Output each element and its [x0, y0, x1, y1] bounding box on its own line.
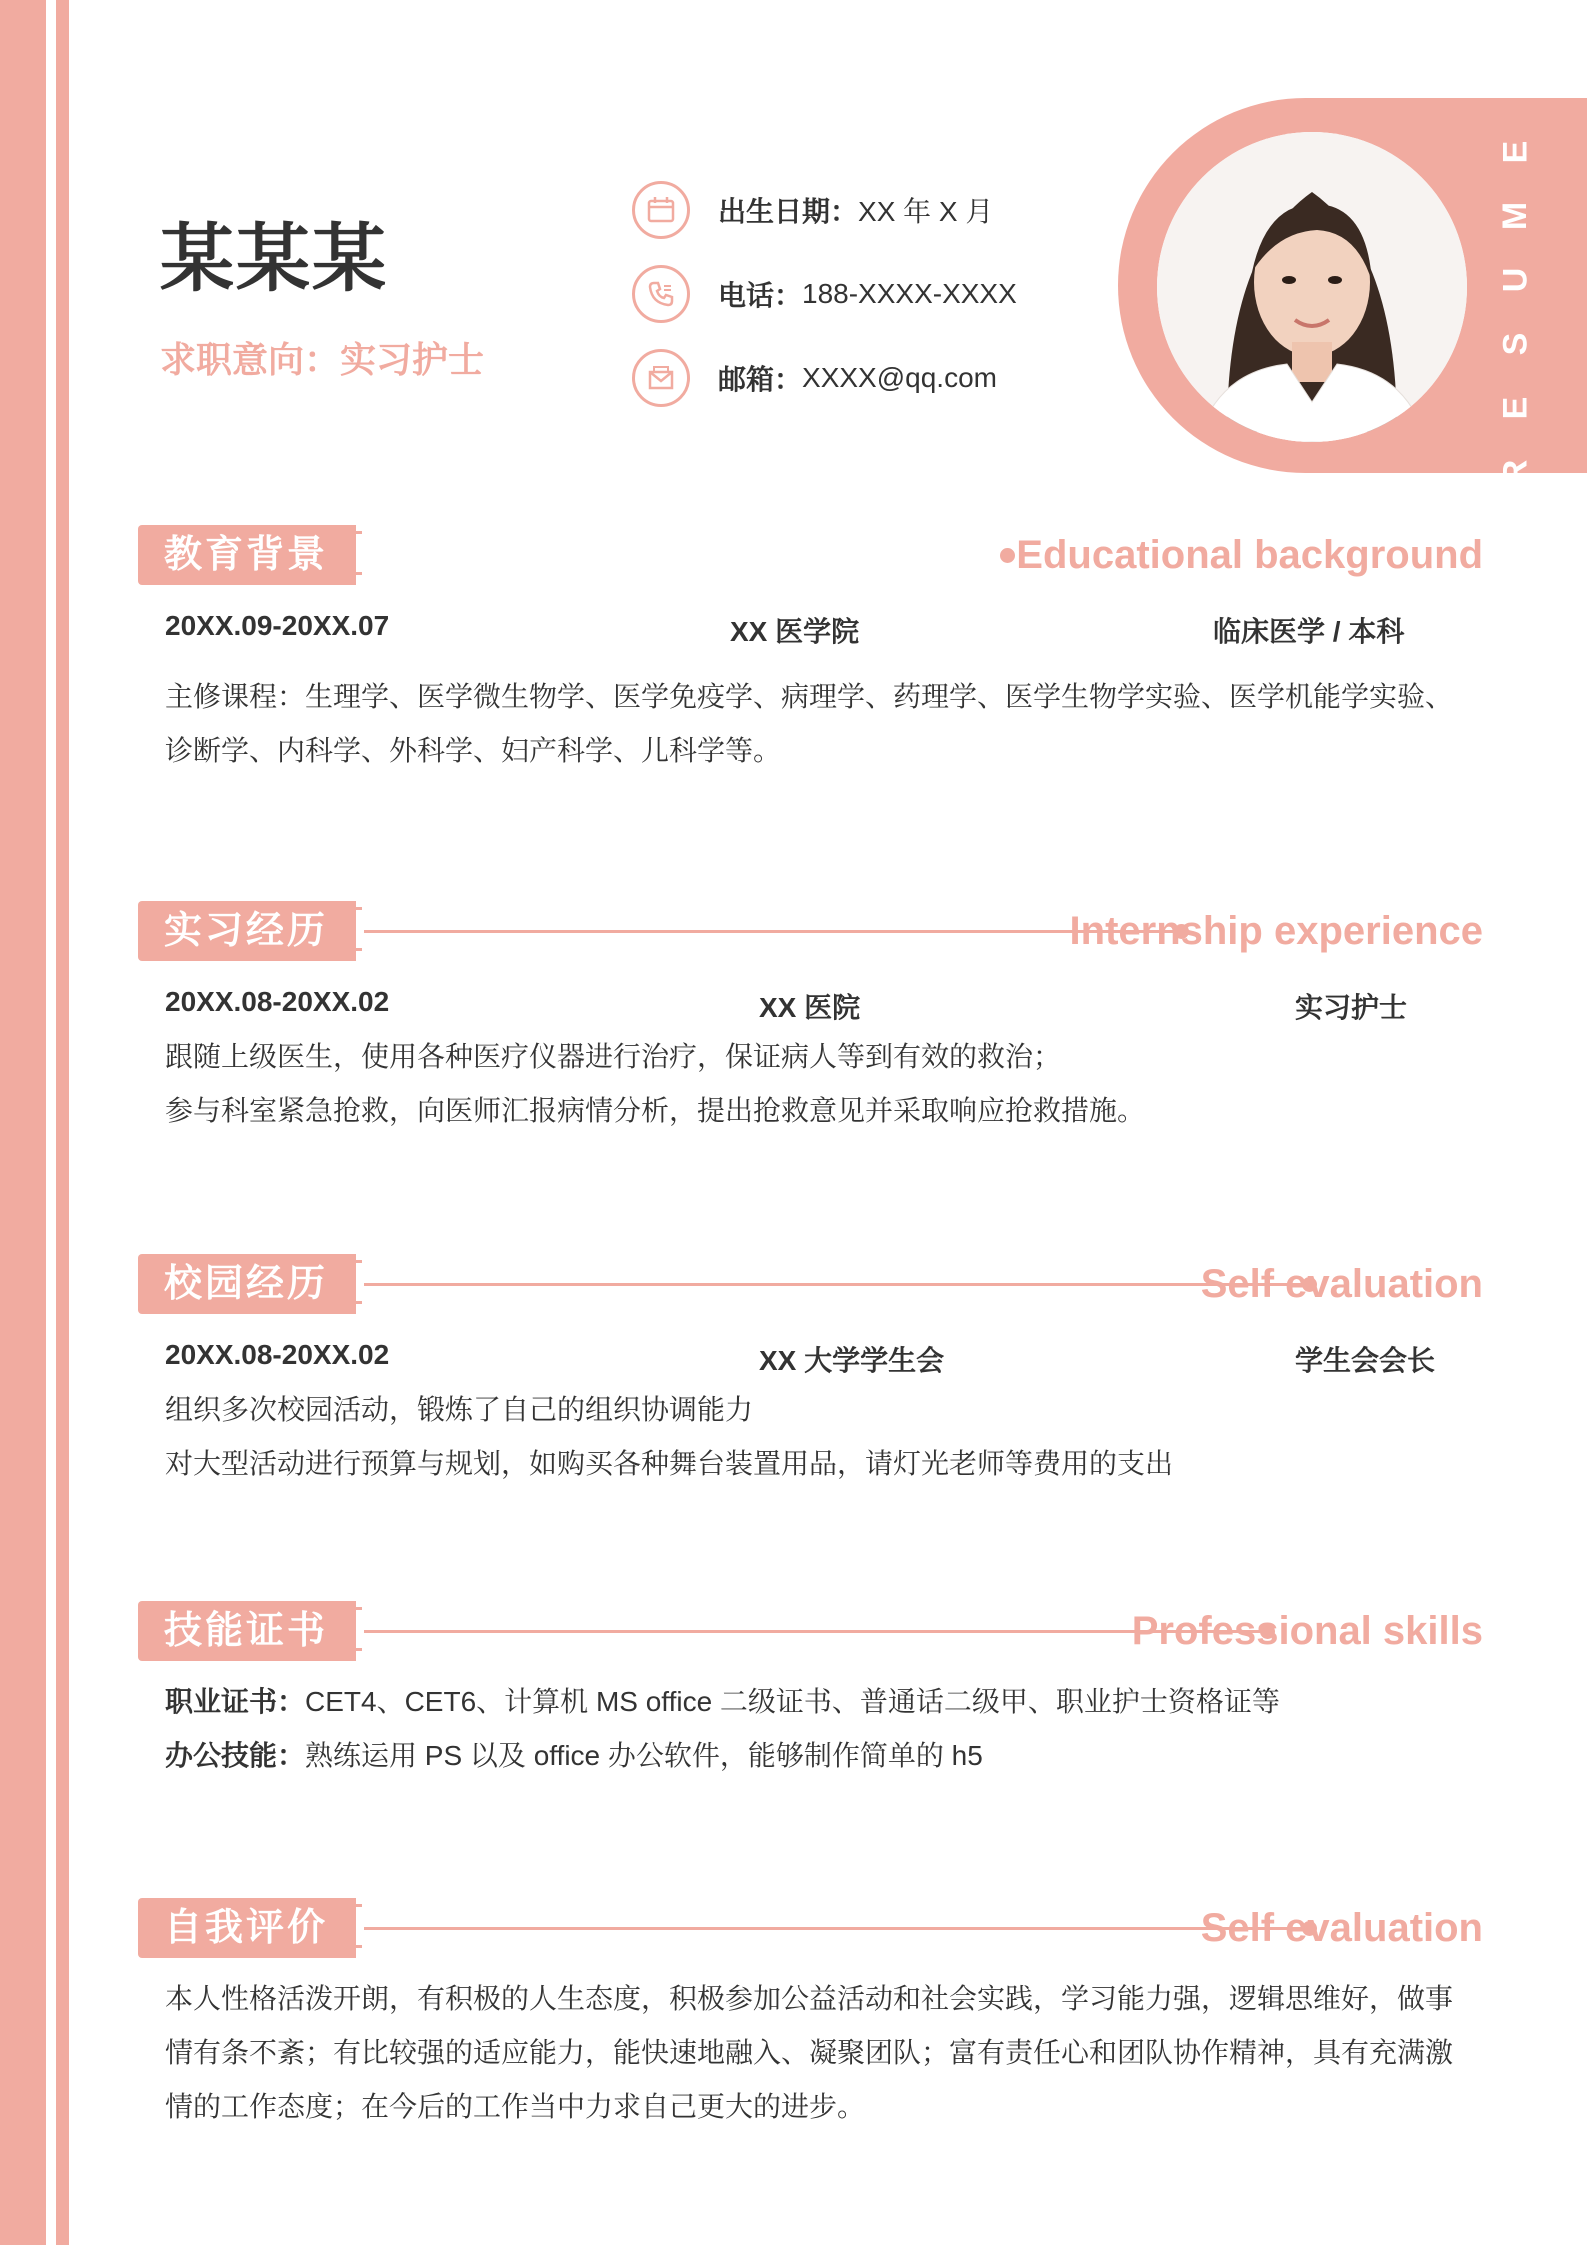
resume-letter: E: [1496, 396, 1534, 420]
contact-label: 电话：: [718, 280, 803, 311]
education-school: XX 医学院: [730, 616, 860, 647]
resume-letter: S: [1496, 332, 1534, 356]
section-header-campus: [138, 1254, 1483, 1314]
section-en-title: Internship experience: [1069, 909, 1483, 953]
education-courses: [165, 670, 1485, 778]
section-en-title: Educational background: [1016, 533, 1483, 577]
left-accent-stripe: [56, 0, 69, 2245]
contact-label: 邮箱：: [718, 364, 803, 395]
skill-label: 办公技能：: [165, 1740, 306, 1771]
section-header-internship: [138, 901, 1483, 961]
profile-photo: [1157, 132, 1467, 442]
contact-email: [632, 346, 997, 410]
section-line: [364, 1283, 1308, 1286]
section-line: [364, 1927, 1308, 1930]
education-date: 20XX.09-20XX.07: [165, 610, 390, 641]
tab-bracket: [352, 531, 362, 575]
tab-bracket: [342, 901, 348, 961]
resume-letter: U: [1496, 267, 1534, 293]
resume-letter: R: [1496, 459, 1534, 485]
section-header-education: [138, 525, 1483, 585]
campus-role: 学生会会长: [1295, 1345, 1436, 1376]
resume-letter: M: [1495, 201, 1534, 231]
resume-letter: E: [1496, 140, 1534, 164]
tab-bracket: [352, 1260, 362, 1304]
internship-org: XX 医院: [759, 992, 861, 1023]
text-line: 参与科室紧急抢救，向医师汇报病情分析，提出抢救意见并采取响应抢救措施。: [165, 1095, 1146, 1126]
text-line: 诊断学、内科学、外科学、妇产科学、儿科学等。: [165, 735, 782, 766]
text-line: 对大型活动进行预算与规划，如购买各种舞台装置用品，请灯光老师等费用的支出: [165, 1448, 1174, 1479]
section-header-self: [138, 1898, 1483, 1958]
contact-value: XX 年 X 月: [858, 196, 994, 227]
section-tab: 教育背景: [138, 525, 356, 585]
tab-bracket: [342, 525, 348, 585]
phone-icon: [632, 265, 690, 323]
contact-value: 188-XXXX-XXXX: [802, 278, 1017, 309]
tab-bracket: [352, 1904, 362, 1948]
section-en-title: Self evaluation: [1200, 1906, 1483, 1950]
education-major: 临床医学 / 本科: [1213, 616, 1405, 647]
tab-bracket: [352, 907, 362, 951]
skill-value: CET4、CET6、计算机 MS office 二级证书、普通话二级甲、职业护士资格证等: [305, 1686, 1280, 1717]
internship-details: [165, 1030, 1485, 1138]
skill-item: [165, 1729, 1485, 1783]
section-tab: 自我评价: [138, 1898, 356, 1958]
campus-date: 20XX.08-20XX.02: [165, 1339, 390, 1370]
contact-birthdate: [632, 178, 993, 242]
section-en-title: Professional skills: [1131, 1609, 1483, 1653]
calendar-icon: [632, 181, 690, 239]
text-line: 主修课程：生理学、医学微生物学、医学免疫学、病理学、药理学、医学生物学实验、医学机能学实验、: [165, 681, 1454, 712]
text-line: 情有条不紊；有比较强的适应能力，能快速地融入、凝聚团队；富有责任心和团队协作精神，具有充满激: [165, 2037, 1454, 2068]
candidate-name: 某某某: [160, 217, 388, 300]
tab-bracket: [352, 1607, 362, 1651]
internship-role: 实习护士: [1295, 992, 1408, 1023]
skill-item: [165, 1675, 1485, 1729]
section-tab: 技能证书: [138, 1601, 356, 1661]
tab-bracket: [342, 1601, 348, 1661]
text-line: 组织多次校园活动，锻炼了自己的组织协调能力: [165, 1394, 754, 1425]
contact-label: 出生日期：: [718, 196, 859, 227]
tab-bracket: [342, 1254, 348, 1314]
resume-vertical-text: [1495, 120, 1535, 504]
section-tab: 校园经历: [138, 1254, 356, 1314]
section-en-title: Self evaluation: [1200, 1262, 1483, 1306]
contact-value: XXXX@qq.com: [802, 362, 997, 393]
text-line: 跟随上级医生，使用各种医疗仪器进行治疗，保证病人等到有效的救治；: [165, 1041, 1062, 1072]
text-line: 情的工作态度；在今后的工作当中力求自己更大的进步。: [165, 2091, 866, 2122]
text-line: 本人性格活泼开朗，有积极的人生态度，积极参加公益活动和社会实践，学习能力强，逻辑思维好，做事: [165, 1983, 1454, 2014]
mail-icon: [632, 349, 690, 407]
skill-value: 熟练运用 PS 以及 office 办公软件，能够制作简单的 h5: [305, 1740, 983, 1771]
skills-details: [165, 1675, 1485, 1783]
section-tab: 实习经历: [138, 901, 356, 961]
section-line: [364, 930, 1180, 933]
contact-phone: [632, 262, 1017, 326]
section-dot: [1000, 548, 1015, 563]
tab-bracket: [342, 1898, 348, 1958]
self-evaluation-text: [165, 1972, 1485, 2134]
left-accent-bar: [0, 0, 46, 2245]
job-intent: 求职意向：实习护士: [160, 339, 485, 380]
campus-org: XX 大学学生会: [759, 1345, 945, 1376]
skill-label: 职业证书：: [165, 1686, 306, 1717]
section-header-skills: [138, 1601, 1483, 1661]
campus-details: [165, 1383, 1485, 1491]
internship-date: 20XX.08-20XX.02: [165, 986, 390, 1017]
